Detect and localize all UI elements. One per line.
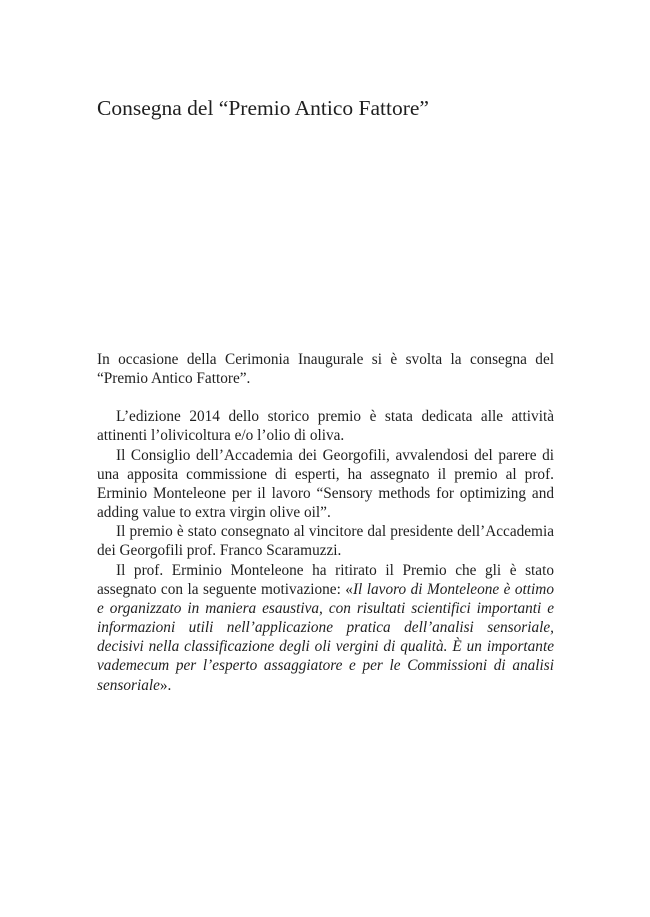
paragraph-motivation <box>97 561 554 695</box>
paragraph-delivered: Il premio è stato consegnato al vincitore dal presidente dell’Accademia dei Georgofili prof. Franco Scaramuzzi. <box>97 523 554 560</box>
motivation-lead: Il prof. Erminio Monteleone ha ritirato il Premio che gli è stato assegnato con la seguente motivazione: « <box>97 561 554 598</box>
motivation-end: ». <box>159 676 172 694</box>
paragraph-intro: In occasione della Cerimonia Inaugurale si è svolta la consegna del “Premio Antico Fattore”. <box>97 351 554 388</box>
motivation-quote: Il lavoro di Monteleone è ottimo e organizzato in maniera esaustiva, con risultati scientifici importanti e informazioni utili nell’applicazione pratica dell’analisi sensoriale, decisivi nella classificazione degli oli vergini di qualità. È un importante vademecum per l’esperto assaggiatore e per le Commissioni di analisi sensoriale <box>97 580 554 694</box>
document-body <box>97 350 554 695</box>
page-title: Consegna del “Premio Antico Fattore” <box>97 96 429 120</box>
paragraph-edition: L’edizione 2014 dello storico premio è stata dedicata alle attività attinenti l’olivicoltura e/o l’olio di oliva. <box>97 408 554 445</box>
paragraph-council: Il Consiglio dell’Accademia dei Georgofili, avvalendosi del parere di una apposita commissione di esperti, ha assegnato il premio al prof. Erminio Monteleone per il lavoro “Sensory methods for optimizing and adding value to extra virgin olive oil”. <box>97 446 554 522</box>
